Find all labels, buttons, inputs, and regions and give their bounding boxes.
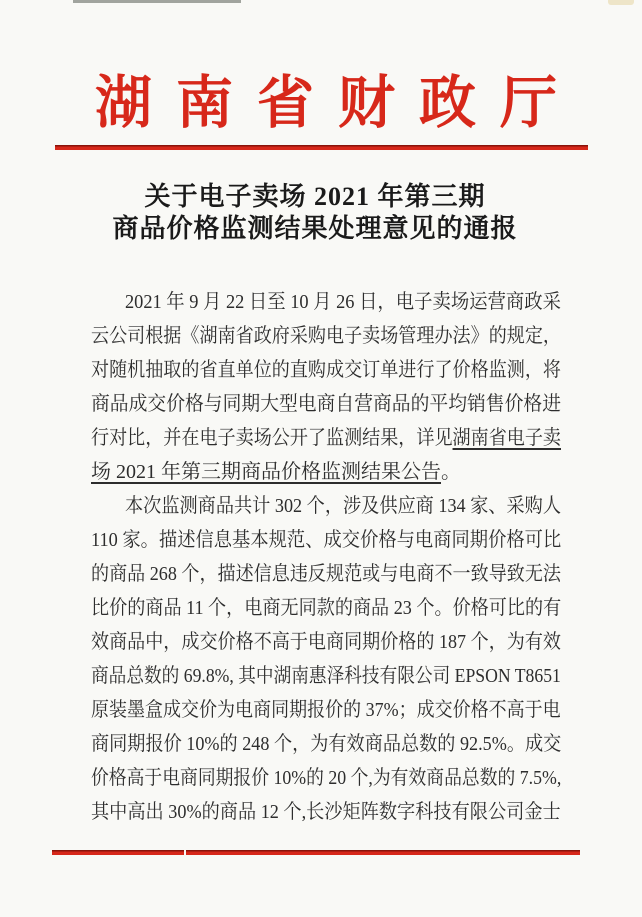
body-run: 。	[441, 461, 461, 483]
body-line	[91, 353, 561, 387]
body-run: 110 家。描述信息基本规范、成交价格与电商同期价格可比	[91, 529, 562, 551]
agency-name-character: 政	[419, 72, 476, 135]
body-line	[91, 659, 561, 693]
body-line	[91, 625, 561, 659]
agency-masthead	[95, 71, 557, 137]
body-run: 比价的商品 11 个，电商无同款的商品 23 个。价格可比的有	[91, 597, 562, 619]
body-line	[91, 523, 561, 557]
body-line	[91, 387, 561, 421]
body-line	[91, 489, 561, 523]
body-line	[91, 285, 561, 319]
body-run: 云公司根据《湖南省政府采购电子卖场管理办法》的规定，	[91, 325, 561, 347]
body-run: 商品总数的 69.8%, 其中湖南惠泽科技有限公司 EPSON T8651	[91, 665, 561, 687]
underlined-reference-text: 场 2021 年第三期商品价格监测结果公告	[91, 461, 441, 483]
document-title	[0, 181, 630, 245]
agency-name-character: 湖	[95, 72, 152, 135]
body-line	[91, 761, 561, 795]
agency-name-character: 南	[176, 72, 233, 135]
body-line	[91, 591, 561, 625]
body-line	[91, 319, 561, 353]
red-separator-rule-top	[55, 145, 588, 150]
agency-name-character: 省	[257, 72, 314, 135]
body-run: 对随机抽取的省直单位的直购成交订单进行了价格监测，将	[91, 359, 561, 381]
red-separator-rule-bottom	[52, 850, 580, 855]
body-run: 本次监测商品共计 302 个，涉及供应商 134 家、采购人	[125, 495, 561, 517]
agency-name-character: 厅	[500, 72, 557, 135]
body-run: 的商品 268 个，描述信息违反规范或与电商不一致导致无法	[91, 563, 561, 585]
body-line	[91, 421, 561, 455]
body-line	[91, 693, 561, 727]
underlined-reference-text: 湖南省电子卖	[452, 427, 561, 449]
body-run: 其中高出 30%的商品 12 个,长沙矩阵数字科技有限公司金士	[91, 801, 561, 823]
scan-corner-artifact	[608, 0, 634, 5]
body-line	[91, 727, 561, 761]
document-title-line-2: 商品价格监测结果处理意见的通报	[112, 214, 518, 243]
body-run: 2021 年 9 月 22 日至 10 月 26 日，电子卖场运营商政采	[125, 291, 561, 313]
scan-edge-artifact	[73, 0, 241, 3]
body-run: 原装墨盒成交价为电商同期报价的 37%；成交价格不高于电	[91, 699, 561, 721]
body-run: 效商品中，成交价格不高于电商同期价格的 187 个，为有效	[91, 631, 561, 653]
body-run: 商同期报价 10%的 248 个，为有效商品总数的 92.5%。成交	[91, 733, 562, 755]
body-run: 商品成交价格与同期大型电商自营商品的平均销售价格进	[91, 393, 561, 415]
body-line	[91, 455, 561, 489]
body-run: 行对比，并在电子卖场公开了监测结果，详见	[91, 427, 453, 449]
body-line	[91, 795, 561, 829]
agency-name-character: 财	[338, 72, 395, 135]
body-text	[91, 285, 561, 829]
body-run: 价格高于电商同期报价 10%的 20 个,为有效商品总数的 7.5%,	[91, 767, 562, 789]
body-line	[91, 557, 561, 591]
rule-scan-break	[184, 850, 186, 855]
document-title-line-1: 关于电子卖场 2021 年第三期	[144, 182, 486, 211]
